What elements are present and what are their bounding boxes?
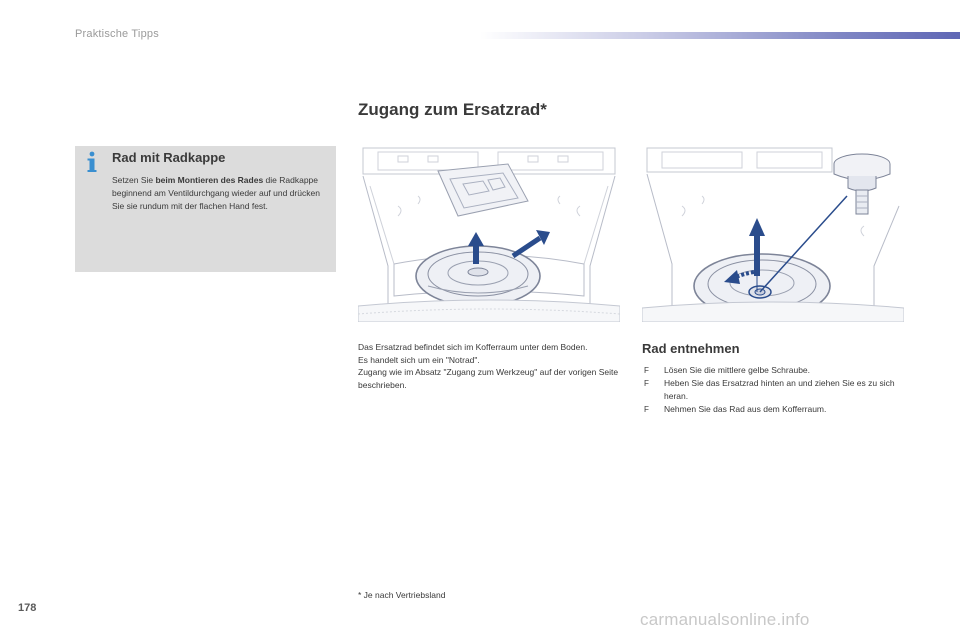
page-title: Zugang zum Ersatzrad* xyxy=(358,100,547,119)
step-item: F Lösen Sie die mittlere gelbe Schraube. xyxy=(644,365,811,375)
spare-wheel-description xyxy=(358,341,620,391)
remove-wheel-title: Rad entnehmen xyxy=(642,341,740,356)
trunk-illustration-spare-wheel xyxy=(358,146,620,322)
step-marker: F xyxy=(644,405,649,414)
info-icon xyxy=(85,151,99,173)
description-line: Es handelt sich um ein "Notrad". xyxy=(358,354,480,365)
step-marker: F xyxy=(644,379,649,388)
description-line: Das Ersatzrad befindet sich im Kofferraum unter dem Boden. xyxy=(358,342,588,352)
remove-wheel-steps xyxy=(642,364,904,416)
pull-arrow-icon xyxy=(513,230,550,256)
step-item: F Heben Sie das Ersatzrad hinten an und ziehen Sie es zu sich heran. xyxy=(644,378,895,401)
step-item: F Nehmen Sie das Rad aus dem Kofferraum. xyxy=(644,404,827,414)
wheel-removal-illustration xyxy=(642,146,904,322)
section-label: Praktische Tipps xyxy=(75,28,159,40)
info-text: Setzen Sie beim Montieren des Rades die Radkappe beginnend am Ventildurchgang wieder auf und drücken Sie sie rundum mit der flachen Hand fest. xyxy=(112,175,320,211)
page-number: 178 xyxy=(18,602,37,614)
description-line: Zugang wie im Absatz "Zugang zum Werkzeug" auf der vorigen Seite beschrieben. xyxy=(358,367,619,390)
info-text-bold: beim Montieren des Rades xyxy=(155,175,264,185)
watermark: carmanualsonline.info xyxy=(640,610,810,629)
info-title: Rad mit Radkappe xyxy=(112,150,226,165)
yellow-screw-detail xyxy=(834,154,890,214)
footnote: * Je nach Vertriebsland xyxy=(358,590,446,600)
step-marker: F xyxy=(644,366,649,375)
header-bar xyxy=(480,32,960,39)
info-box xyxy=(75,146,336,272)
